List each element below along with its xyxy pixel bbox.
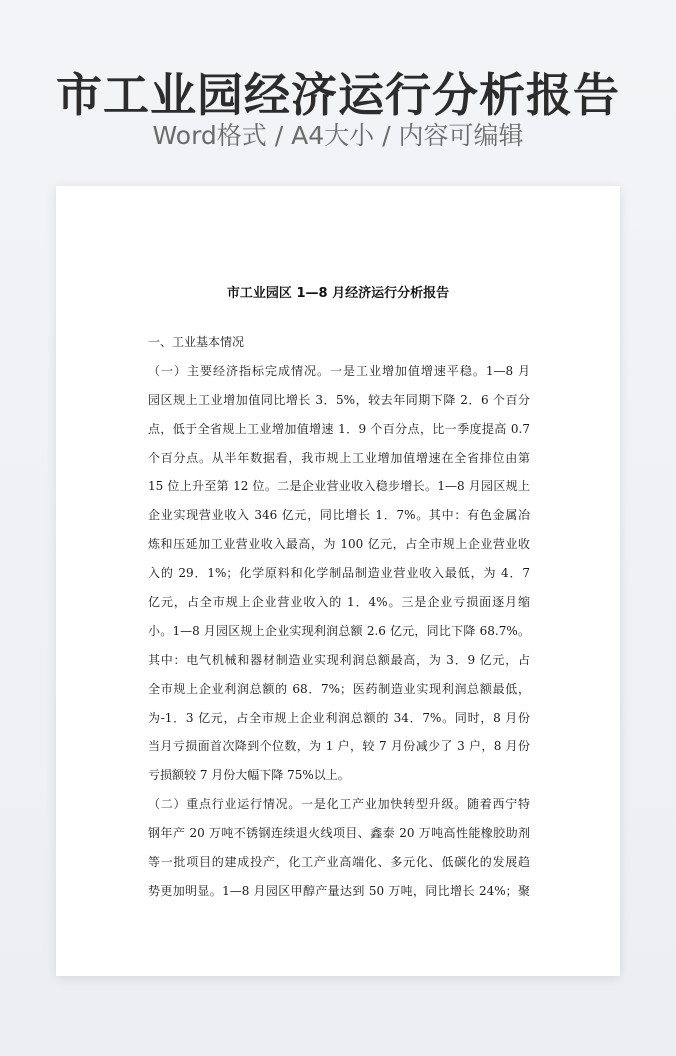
body-line: 势更加明显。1—8 月园区甲醇产量达到 50 万吨，同比增长 24%；聚 <box>148 883 530 898</box>
body-line: 亿元，占全市规上企业营业收入的 1．4%。三是企业亏损面逐月缩 <box>148 595 530 610</box>
body-line: 当月亏损面首次降到个位数，为 1 户，较 7 月份减少了 3 户，8 月份 <box>148 739 530 754</box>
document-page <box>56 186 620 976</box>
body-line: 等一批项目的建成投产，化工产业高端化、多元化、低碳化的发展趋 <box>148 855 530 870</box>
body-line: 炼和压延加工业营业收入最高，为 100 亿元，占全市规上企业营业收 <box>148 537 530 552</box>
body-line: 15 位上升至第 12 位。二是企业营业收入稳步增长。1—8 月园区规上 <box>148 479 530 494</box>
body-line: 其中：电气机械和器材制造业实现利润总额最高，为 3．9 亿元，占 <box>148 652 530 667</box>
body-line: （二）重点行业运行情况。一是化工产业加快转型升级。随着西宁特 <box>148 797 530 812</box>
body-line: 园区规上工业增加值同比增长 3．5%，较去年同期下降 2．6 个百分 <box>148 392 530 407</box>
body-line: 全市规上企业利润总额的 68．7%；医药制造业实现利润总额最低， <box>148 681 530 696</box>
body-line: 亏损额较 7 月份大幅下降 75%以上。 <box>148 768 350 783</box>
body-line: 入的 29．1%；化学原料和化学制品制造业营业收入最低，为 4．7 <box>148 566 530 581</box>
body-line: 钢年产 20 万吨不锈钢连续退火线项目、鑫泰 20 万吨高性能橡胶助剂 <box>148 826 530 841</box>
body-line: （一）主要经济指标完成情况。一是工业增加值增速平稳。1—8 月 <box>148 363 530 378</box>
banner-title: 市工业园经济运行分析报告 <box>56 68 620 122</box>
body-line: 为-1．3 亿元，占全市规上企业利润总额的 34．7%。同时，8 月份 <box>148 710 530 725</box>
body-line: 个百分点。从半年数据看，我市规上工业增加值增速在全省排位由第 <box>148 450 530 465</box>
banner-subtitle: Word格式 / A4大小 / 内容可编辑 <box>152 121 524 150</box>
body-line: 小。1—8 月园区规上企业实现利润总额 2.6 亿元，同比下降 68.7%。 <box>148 623 530 638</box>
body-line: 点，低于全省规上工业增加值增速 1．9 个百分点，比一季度提高 0.7 <box>148 421 530 436</box>
section-heading: 一、工业基本情况 <box>148 335 245 349</box>
document-title: 市工业园区 1—8 月经济运行分析报告 <box>226 286 450 301</box>
document-body <box>148 328 530 906</box>
body-line: 企业实现营业收入 346 亿元，同比增长 1．7%。其中：有色金属冶 <box>148 508 530 523</box>
